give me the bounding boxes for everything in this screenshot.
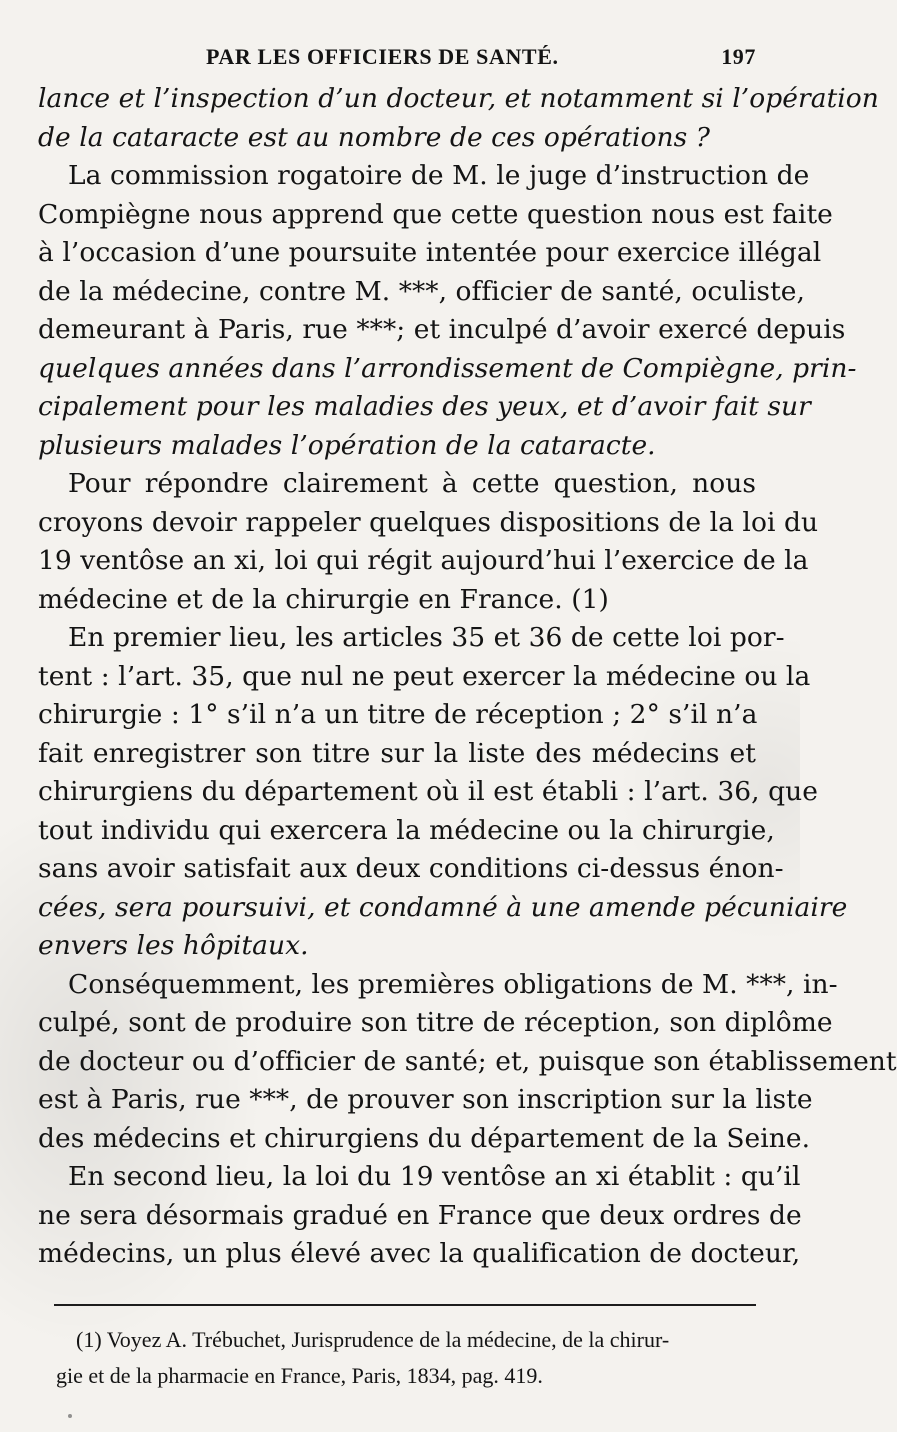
body-line: de docteur ou d’officier de santé; et, puisque son établissement bbox=[38, 1045, 897, 1077]
body-line: cées, sera poursuivi, et condamné à une amende pécuniaire bbox=[38, 891, 848, 923]
body-line: quelques années dans l’arrondissement de Compiègne, prin- bbox=[38, 352, 857, 384]
body-line: Compiègne nous apprend que cette question nous est faite bbox=[38, 198, 833, 230]
footnote-line-2: gie et de la pharmacie en France, Paris, 1834, pag. 419. bbox=[56, 1363, 543, 1388]
body-line: fait enregistrer son titre sur la liste des médecins et bbox=[38, 737, 756, 769]
body-line: chirurgie : 1° s’il n’a un titre de réception ; 2° s’il n’a bbox=[38, 699, 758, 730]
body-line: culpé, sont de produire son titre de réception, son diplôme bbox=[38, 1007, 833, 1038]
body-line: plusieurs malades l’opération de la cataracte. bbox=[38, 429, 656, 461]
footnote-line-1: (1) Voyez A. Trébuchet, Jurisprudence de la médecine, de la chirur- bbox=[76, 1327, 670, 1352]
body-line: sans avoir satisfait aux deux conditions ci-dessus énon- bbox=[38, 853, 784, 884]
running-head bbox=[38, 34, 756, 76]
body-line: En second lieu, la loi du 19 ventôse an xi établit : qu’il bbox=[68, 1161, 801, 1192]
body-line: de la médecine, contre M. ***, officier de santé, oculiste, bbox=[38, 275, 805, 307]
body-line: En premier lieu, les articles 35 et 36 de cette loi por- bbox=[68, 622, 785, 653]
body-line: médecine et de la chirurgie en France. (1) bbox=[38, 583, 609, 615]
body-line: à l’occasion d’une poursuite intentée pour exercice illégal bbox=[38, 237, 822, 268]
running-title: PAR LES OFFICIERS DE SANTÉ. bbox=[206, 44, 559, 69]
body-line: est à Paris, rue ***, de prouver son inscription sur la liste bbox=[38, 1084, 813, 1115]
body-line: des médecins et chirurgiens du département de la Seine. bbox=[38, 1122, 811, 1154]
ink-speck bbox=[68, 1414, 72, 1418]
page-number: 197 bbox=[721, 44, 756, 69]
body-line: médecins, un plus élevé avec la qualification de docteur, bbox=[38, 1238, 801, 1269]
body-line: de la cataracte est au nombre de ces opérations ? bbox=[38, 121, 710, 153]
body-line: 19 ventôse an xi, loi qui régit aujourd’hui l’exercice de la bbox=[38, 545, 809, 576]
body-line: envers les hôpitaux. bbox=[38, 930, 309, 961]
footnote bbox=[56, 1322, 760, 1394]
body-line: La commission rogatoire de M. le juge d’instruction de bbox=[68, 160, 810, 191]
body-line: ne sera désormais gradué en France que deux ordres de bbox=[38, 1199, 802, 1231]
body-line: Conséquemment, les premières obligations de M. ***, in- bbox=[68, 968, 838, 1000]
body-line: lance et l’inspection d’un docteur, et notamment si l’opération bbox=[38, 83, 879, 114]
body-line: tout individu qui exercera la médecine ou la chirurgie, bbox=[38, 814, 775, 846]
footnote-rule bbox=[54, 1304, 756, 1306]
main-text bbox=[38, 80, 897, 1274]
body-line: croyons devoir rappeler quelques dispositions de la loi du bbox=[38, 506, 819, 538]
body-line: Pour répondre clairement à cette question, nous bbox=[68, 468, 756, 499]
body-line: cipalement pour les maladies des yeux, et d’avoir fait sur bbox=[38, 391, 811, 422]
body-line: tent : l’art. 35, que nul ne peut exercer la médecine ou la bbox=[38, 660, 811, 692]
body-line: chirurgiens du département où il est établi : l’art. 36, que bbox=[38, 776, 818, 807]
body-line: demeurant à Paris, rue ***; et inculpé d’avoir exercé depuis bbox=[38, 314, 846, 345]
